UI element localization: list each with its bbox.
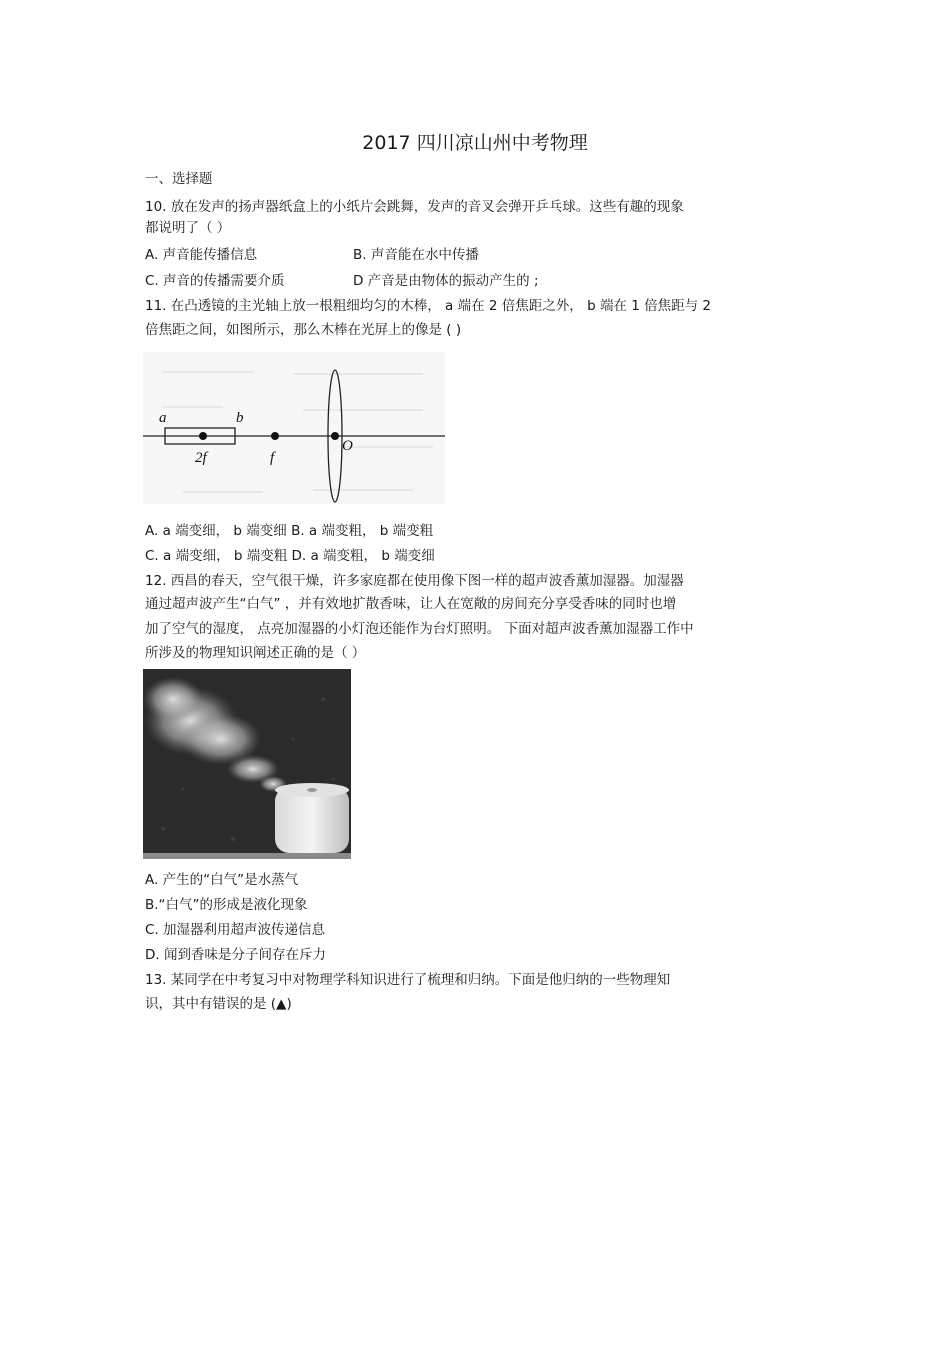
label-o: O [342, 438, 353, 454]
point-o [331, 432, 339, 440]
page-title: 2017 四川凉山州中考物理 [362, 132, 588, 154]
q12-option-d: D. 闻到香味是分子间存在斥力 [145, 947, 326, 963]
label-a: a [159, 410, 167, 426]
q12-stem-line4: 所涉及的物理知识阐述正确的是（ ） [145, 645, 366, 661]
q12-stem-line3: 加了空气的湿度， 点亮加湿器的小灯泡还能作为台灯照明。 下面对超声波香薰加湿器工作中 [145, 621, 694, 637]
q12-stem-line2: 通过超声波产生“白气” ，并有效地扩散香味，让人在宽敞的房间充分享受香味的同时也增 [145, 596, 677, 612]
q10-option-c: C. 声音的传播需要介质 [145, 273, 285, 289]
humidifier-photo [143, 669, 351, 859]
section-heading: 一、选择题 [145, 171, 213, 187]
q13-stem-line2: 识，其中有错误的是 (▲) [145, 996, 292, 1012]
q12-option-b: B.“白气”的形成是液化现象 [145, 897, 308, 913]
q11-stem-line1: 11. 在凸透镜的主光轴上放一根粗细均匀的木棒， a 端在 2 倍焦距之外， b 端在 1 倍焦距与 2 [145, 298, 711, 314]
label-2f: 2f [195, 450, 207, 466]
q11-stem-line2: 倍焦距之间，如图所示，那么木棒在光屏上的像是 ( ) [145, 322, 462, 338]
label-f: f [270, 450, 275, 466]
q10-option-b: B. 声音能在水中传播 [353, 247, 479, 263]
q12-option-a: A. 产生的“白气”是水蒸气 [145, 872, 299, 888]
q10-stem-line2: 都说明了（ ） [145, 220, 231, 236]
point-f [271, 432, 279, 440]
q10-option-a: A. 声音能传播信息 [145, 247, 258, 263]
q13-stem-line1: 13. 某同学在中考复习中对物理学科知识进行了梳理和归纳。下面是他归纳的一些物理知 [145, 972, 671, 988]
point-2f [199, 432, 207, 440]
table-surface [143, 853, 351, 859]
q11-options-cd: C. a 端变细， b 端变粗 D. a 端变粗， b 端变细 [145, 548, 435, 564]
lens-diagram [143, 352, 445, 504]
q12-option-c: C. 加湿器利用超声波传递信息 [145, 922, 326, 938]
humidifier-body [275, 783, 349, 853]
q10-option-d: D 产音是由物体的振动产生的 ; [353, 273, 539, 289]
q10-stem-line1: 10. 放在发声的扬声器纸盒上的小纸片会跳舞，发声的音叉会弹开乒乓球。这些有趣的现象 [145, 199, 684, 215]
q11-options-ab: A. a 端变细， b 端变细 B. a 端变粗， b 端变粗 [145, 523, 434, 539]
q12-stem-line1: 12. 西昌的春天，空气很干燥，许多家庭都在使用像下图一样的超声波香薰加湿器。加湿器 [145, 573, 684, 589]
label-b: b [236, 410, 244, 426]
